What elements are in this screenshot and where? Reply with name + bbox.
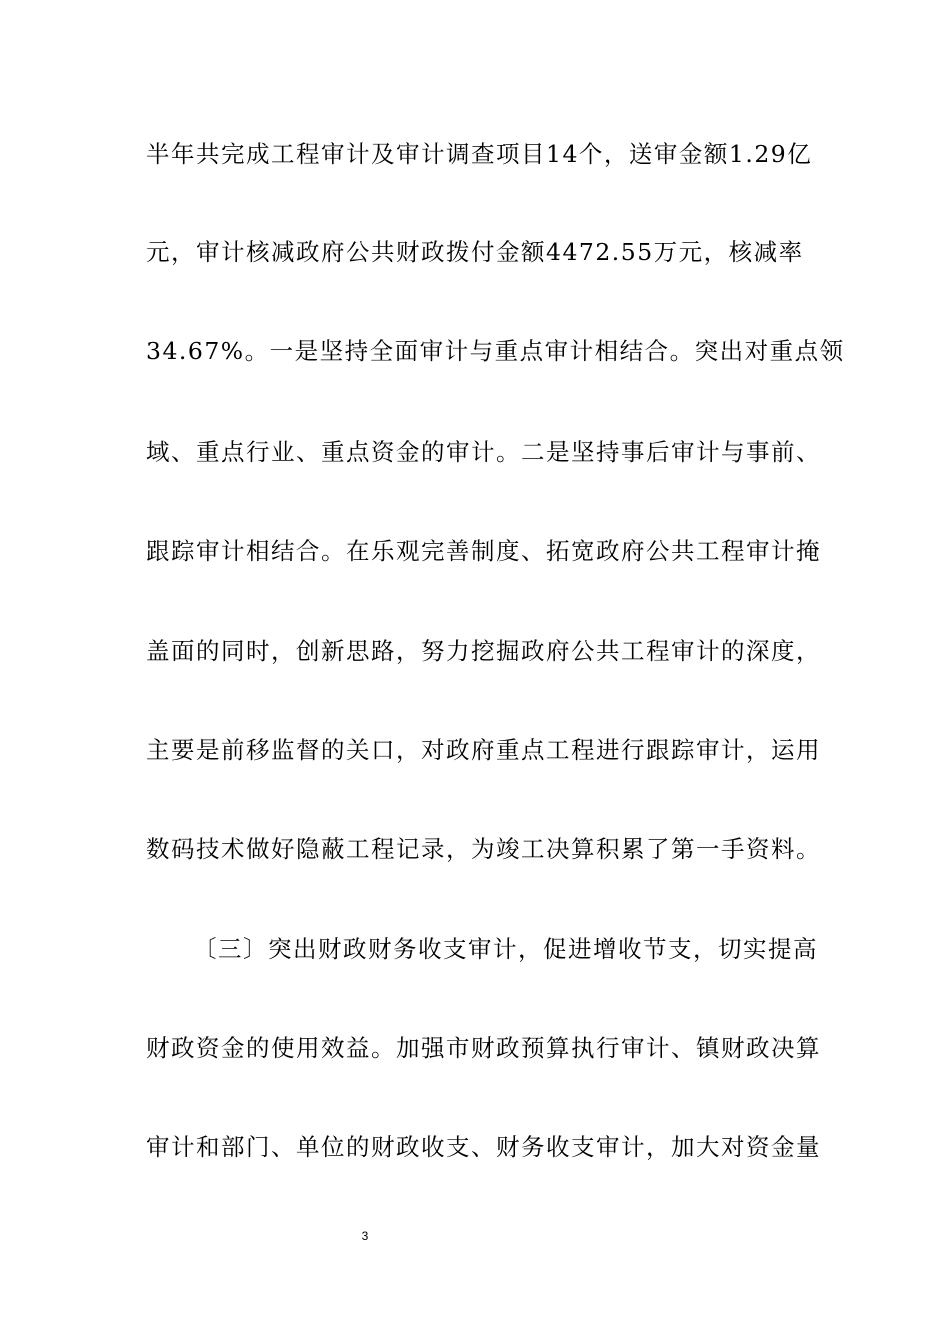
- body-text-line: 跟踪审计相结合。在乐观完善制度、拓宽政府公共工程审计掩: [146, 537, 821, 565]
- body-text-line: 主要是前移监督的关口，对政府重点工程进行跟踪审计，运用: [146, 736, 821, 764]
- body-text-line: 审计和部门、单位的财政收支、财务收支审计，加大对资金量: [146, 1133, 821, 1161]
- body-text-line: 数码技术做好隐蔽工程记录，为竣工决算积累了第一手资料。: [146, 835, 821, 863]
- page-number: 3: [361, 1229, 369, 1243]
- section-heading-line: 〔三〕突出财政财务收支审计，促进增收节支，切实提高: [193, 935, 818, 963]
- body-text-line: 元，审计核减政府公共财政拨付金额4472.55万元，核减率: [146, 238, 804, 266]
- body-text-line: 半年共完成工程审计及审计调查项目14个，送审金额1.29亿: [146, 140, 813, 168]
- body-text-line: 域、重点行业、重点资金的审计。二是坚持事后审计与事前、: [146, 438, 821, 466]
- body-text-line: 34.67%。一是坚持全面审计与重点审计相结合。突出对重点领: [146, 337, 845, 365]
- body-text-line: 盖面的同时，创新思路，努力挖掘政府公共工程审计的深度，: [146, 637, 821, 665]
- body-text-line: 财政资金的使用效益。加强市财政预算执行审计、镇财政决算: [146, 1034, 821, 1062]
